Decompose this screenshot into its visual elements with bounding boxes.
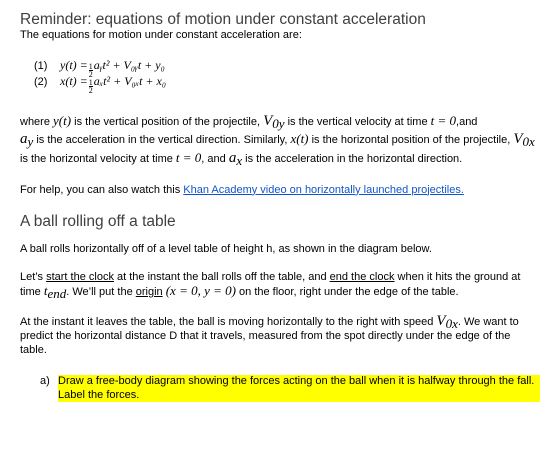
equation-lhs: y(t) = [60, 57, 88, 72]
question-a [40, 375, 540, 402]
equation-lhs: x(t) = [60, 73, 88, 88]
equation-2 [34, 73, 540, 95]
variable-definitions: where y(t) is the vertical position of the projectile, $V_{0y}$ is the vertical velocity at time t = 0,and $a_y$ is the acceleration in the vertical direction. Similarly, x(t) is the horizontal position of the projectile, $V_{0x}$ is the horizontal velocity at time t = 0, and $a_x$ is the acceleration in the horizontal direction. [20, 112, 535, 169]
start-the-clock-term: start the clock [46, 270, 114, 283]
equation-number: (1) [34, 59, 48, 72]
paragraph-table-height: A ball rolls horizontally off of a level table of height h, as shown in the diagram below. [20, 243, 432, 256]
equation-rhs: aₓt² + V₀ₓt + x₀ [93, 73, 167, 88]
equation-rhs: aᵧt² + V₀ᵧt + y₀ [93, 57, 165, 72]
khan-academy-link[interactable]: Khan Academy video on horizontally launched projectiles. [183, 183, 464, 196]
equation-fraction: $\frac{1}{2}$ [88, 61, 93, 79]
reminder-intro: The equations for motion under constant acceleration are: [20, 29, 302, 41]
paragraph-speed: At the instant it leaves the table, the ball is moving horizontally to the right with speed $V_{0x}$. We want to predict the horizontal distance D that it travels, measured from the spot directly under the edge of the table. [20, 312, 519, 356]
help-paragraph: For help, you can also watch this Khan Academy video on horizontally launched projectiles. [20, 183, 464, 196]
reminder-heading: Reminder: equations of motion under constant acceleration [20, 11, 426, 28]
paragraph-clock: Let’s start the clock at the instant the ball rolls off the table, and end the clock when it hits the ground at time $t_{end}$. We’ll put the origin (x = 0, y = 0) on the floor, right under the edge of the table. [20, 270, 521, 302]
origin-term: origin [135, 286, 163, 299]
question-a-text: Draw a free-body diagram showing the forces acting on the ball when it is halfway through the fall. Label the forces. [58, 375, 540, 402]
equation-fraction: $\frac{1}{2}$ [88, 77, 93, 95]
equation-list [34, 57, 540, 95]
section-heading: A ball rolling off a table [20, 213, 176, 231]
end-the-clock-term: end the clock [329, 270, 395, 283]
equation-1 [34, 57, 540, 79]
question-label: a) [40, 375, 50, 388]
equation-number: (2) [34, 75, 48, 88]
